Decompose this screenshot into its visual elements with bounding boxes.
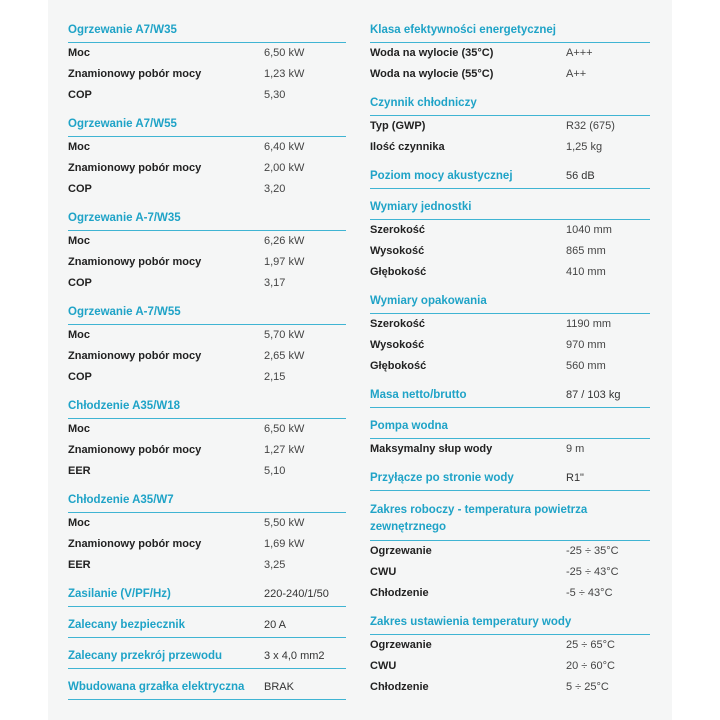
spec-row [370, 583, 650, 604]
spec-row [68, 513, 346, 534]
spec-value: 6,26 kW [264, 235, 305, 247]
spec-value: 2,65 kW [264, 350, 305, 362]
section-value: 56 dB [566, 170, 595, 182]
section-title: Ogrzewanie A7/W35 [68, 24, 177, 36]
spec-label: Typ (GWP) [370, 120, 426, 132]
spec-value: 1,25 kg [566, 141, 603, 153]
spec-value: 6,50 kW [264, 47, 305, 59]
section-title: Wymiary opakowania [370, 295, 487, 307]
section-heading-ogrzewanie-a-7-w55 [68, 294, 346, 325]
section-heading-ogrzewanie-a7-w55 [68, 106, 346, 137]
spec-label: Moc [68, 141, 90, 153]
spec-row [68, 85, 346, 106]
section-value: BRAK [264, 681, 294, 693]
section-title: Ogrzewanie A-7/W35 [68, 212, 181, 224]
section-title: Chłodzenie A35/W7 [68, 494, 174, 506]
spec-label: EER [68, 559, 91, 571]
spec-row [370, 241, 650, 262]
spec-label: CWU [370, 566, 397, 578]
spec-label: Znamionowy pobór mocy [68, 256, 202, 268]
section-title: Ogrzewanie A-7/W55 [68, 306, 181, 318]
spec-row [370, 64, 650, 85]
spec-row [68, 461, 346, 482]
section-title: Zakres ustawienia temperatury wody [370, 616, 572, 628]
spec-row [68, 179, 346, 200]
section-title: Wbudowana grzałka elektryczna [68, 681, 245, 693]
section-heading-zakres-roboczy-temperatura-powietrza-zewnetrznego [370, 491, 650, 541]
spec-label: Ogrzewanie [370, 545, 432, 557]
spec-value: A+++ [566, 47, 593, 59]
section-title: Ogrzewanie A7/W55 [68, 118, 177, 130]
spec-value: 20 ÷ 60°C [566, 660, 615, 672]
spec-label: EER [68, 465, 91, 477]
spec-row [370, 314, 650, 335]
spec-label: CWU [370, 660, 397, 672]
spec-label: Znamionowy pobór mocy [68, 444, 202, 456]
spec-row [68, 440, 346, 461]
spec-value: 5,70 kW [264, 329, 305, 341]
spec-row [68, 346, 346, 367]
section-heading-masa-netto-brutto [370, 377, 650, 408]
section-heading-czynnik-chlodniczy [370, 85, 650, 116]
spec-label: Ilość czynnika [370, 141, 445, 153]
spec-value: -25 ÷ 43°C [566, 566, 619, 578]
spec-row [370, 439, 650, 460]
section-heading-zakres-ustawienia-temperatury-wody [370, 604, 650, 635]
spec-value: 560 mm [566, 360, 606, 372]
spec-value: 6,50 kW [264, 423, 305, 435]
spec-value: 5 ÷ 25°C [566, 681, 609, 693]
section-title: Pompa wodna [370, 420, 448, 432]
spec-value: 25 ÷ 65°C [566, 639, 615, 651]
spec-value: 410 mm [566, 266, 606, 278]
section-heading-pompa-wodna [370, 408, 650, 439]
spec-column-left [68, 10, 346, 700]
spec-value: 3,25 [264, 559, 286, 571]
section-title: Chłodzenie A35/W18 [68, 400, 181, 412]
spec-value: 9 m [566, 443, 585, 455]
spec-label: Moc [68, 47, 90, 59]
spec-row [370, 656, 650, 677]
spec-column-right [370, 10, 650, 698]
spec-row [370, 335, 650, 356]
spec-value: 1190 mm [566, 318, 612, 330]
spec-value: 1,27 kW [264, 444, 305, 456]
spec-label: Głębokość [370, 360, 427, 372]
spec-row [370, 677, 650, 698]
spec-value: 865 mm [566, 245, 606, 257]
spec-value: 3,20 [264, 183, 286, 195]
section-title: Poziom mocy akustycznej [370, 170, 513, 182]
section-title: Wymiary jednostki [370, 201, 472, 213]
spec-row [68, 64, 346, 85]
spec-label: Szerokość [370, 224, 426, 236]
section-heading-ogrzewanie-a7-w35 [68, 10, 346, 43]
spec-value: 5,50 kW [264, 517, 305, 529]
section-heading-poziom-mocy-akustycznej [370, 158, 650, 189]
section-heading-wymiary-opakowania [370, 283, 650, 314]
spec-label: Woda na wylocie (35°C) [370, 47, 494, 59]
spec-value: 970 mm [566, 339, 606, 351]
spec-label: Wysokość [370, 339, 425, 351]
spec-row [370, 562, 650, 583]
spec-label: Znamionowy pobór mocy [68, 68, 202, 80]
spec-label: Szerokość [370, 318, 426, 330]
spec-value: 1040 mm [566, 224, 612, 236]
section-heading-klasa-efektywnosci-energetycznej [370, 10, 650, 43]
spec-label: Wysokość [370, 245, 425, 257]
spec-row [68, 158, 346, 179]
section-title: Czynnik chłodniczy [370, 97, 477, 109]
spec-row [370, 220, 650, 241]
spec-label: Moc [68, 235, 90, 247]
spec-value: R32 (675) [566, 120, 615, 132]
spec-row [370, 262, 650, 283]
spec-value: A++ [566, 68, 587, 80]
spec-row [370, 137, 650, 158]
spec-value: 1,97 kW [264, 256, 305, 268]
section-title: Zasilanie (V/PF/Hz) [68, 588, 171, 600]
spec-value: 2,00 kW [264, 162, 305, 174]
section-title: Zalecany bezpiecznik [68, 619, 185, 631]
section-value: 20 A [264, 619, 287, 631]
spec-row [370, 635, 650, 656]
section-title: Masa netto/brutto [370, 389, 467, 401]
spec-label: Chłodzenie [370, 681, 429, 693]
section-value: 220-240/1/50 [264, 588, 329, 600]
spec-label: Chłodzenie [370, 587, 429, 599]
spec-label: Maksymalny słup wody [370, 443, 493, 455]
spec-value: 2,15 [264, 371, 286, 383]
spec-value: 6,40 kW [264, 141, 305, 153]
spec-row [68, 43, 346, 64]
section-value: R1" [566, 472, 584, 484]
spec-row [370, 356, 650, 377]
section-heading-zasilanie-v-pf-hz [68, 576, 346, 607]
spec-row [370, 43, 650, 64]
spec-label: Moc [68, 517, 90, 529]
section-title: Klasa efektywności energetycznej [370, 24, 556, 36]
spec-value: 5,30 [264, 89, 286, 101]
spec-label: Znamionowy pobór mocy [68, 538, 202, 550]
section-heading-zalecany-bezpiecznik [68, 607, 346, 638]
section-value: 3 x 4,0 mm2 [264, 650, 325, 662]
section-heading-przylacze-po-stronie-wody [370, 460, 650, 491]
spec-value: 1,23 kW [264, 68, 305, 80]
section-heading-zalecany-przekroj-przewodu [68, 638, 346, 669]
section-heading-wymiary-jednostki [370, 189, 650, 220]
section-value: 87 / 103 kg [566, 389, 621, 401]
section-heading-chlodzenie-a35-w7 [68, 482, 346, 513]
spec-value: 1,69 kW [264, 538, 305, 550]
spec-row [370, 116, 650, 137]
spec-value: 3,17 [264, 277, 286, 289]
section-title: Przyłącze po stronie wody [370, 472, 514, 484]
spec-row [68, 273, 346, 294]
spec-label: Woda na wylocie (55°C) [370, 68, 494, 80]
spec-label: Znamionowy pobór mocy [68, 162, 202, 174]
spec-row [370, 541, 650, 562]
spec-row [68, 231, 346, 252]
spec-label: Ogrzewanie [370, 639, 432, 651]
section-heading-chlodzenie-a35-w18 [68, 388, 346, 419]
section-title: Zalecany przekrój przewodu [68, 650, 223, 662]
spec-label: COP [68, 183, 92, 195]
spec-label: Moc [68, 423, 90, 435]
spec-value: -5 ÷ 43°C [566, 587, 613, 599]
section-title: Zakres roboczy - temperatura powietrza zewnętrznego [370, 504, 588, 533]
spec-label: COP [68, 89, 92, 101]
spec-row [68, 555, 346, 576]
spec-row [68, 534, 346, 555]
spec-row [68, 419, 346, 440]
spec-value: -25 ÷ 35°C [566, 545, 619, 557]
spec-label: Znamionowy pobór mocy [68, 350, 202, 362]
spec-row [68, 325, 346, 346]
spec-label: COP [68, 371, 92, 383]
spec-label: Głębokość [370, 266, 427, 278]
spec-row [68, 252, 346, 273]
section-heading-wbudowana-grzalka-elektryczna [68, 669, 346, 700]
section-heading-ogrzewanie-a-7-w35 [68, 200, 346, 231]
spec-label: Moc [68, 329, 90, 341]
spec-label: COP [68, 277, 92, 289]
spec-row [68, 137, 346, 158]
spec-row [68, 367, 346, 388]
spec-value: 5,10 [264, 465, 286, 477]
